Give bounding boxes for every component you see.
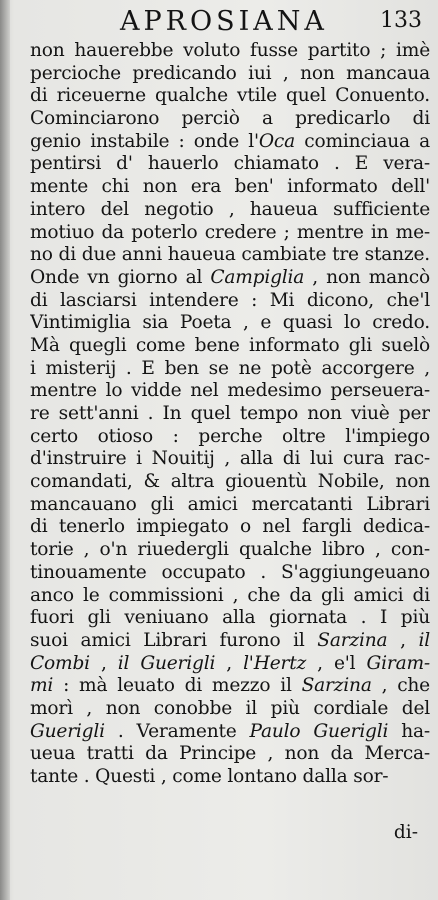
text-line — [30, 153, 430, 176]
text-segment: Vintimiglia sia Poeta , e quasi lo credo. — [30, 312, 430, 334]
text-line — [30, 721, 430, 744]
text-line — [30, 40, 430, 63]
page-gutter-shadow — [0, 0, 10, 900]
italic-segment: Sarzina — [301, 675, 372, 697]
running-head — [0, 6, 438, 40]
text-segment: tinouamente occupato . S'aggiungeuano — [30, 561, 430, 583]
running-title: APROSIANA — [120, 6, 328, 37]
text-segment: Onde vn giorno al — [30, 266, 211, 288]
text-line — [30, 630, 430, 653]
text-line — [30, 698, 430, 721]
text-segment: motiuo da poterlo credere ; mentre in me- — [30, 221, 430, 243]
text-line — [30, 108, 430, 131]
text-segment: d'instruire i Nouitij , alla di lui cura rac- — [30, 448, 430, 470]
text-segment: mente chi non era ben' informato dell' — [30, 176, 430, 198]
text-segment: Cominciarono perciò a predicarlo di — [30, 108, 430, 130]
text-line — [30, 358, 430, 381]
italic-segment: Guerigli — [30, 720, 105, 742]
text-segment: no di due anni haueua cambiate tre stanze. — [30, 244, 430, 266]
text-line — [30, 743, 430, 766]
text-segment: , non mancò — [304, 266, 430, 288]
text-segment: . Veramente — [104, 720, 250, 742]
text-segment: non hauerebbe voluto fusse partito ; imè — [30, 40, 430, 61]
text-segment: genio instabile : onde l' — [30, 130, 259, 152]
italic-segment: il Guerigli — [117, 652, 216, 674]
text-line — [30, 176, 430, 199]
text-line — [30, 675, 430, 698]
text-segment: di riceuerne qualche vtile quel Conuento. — [30, 85, 430, 107]
text-segment: morì , non conobbe il più cordiale del — [30, 697, 430, 719]
italic-segment: Sarzina — [317, 629, 388, 651]
italic-segment: Combi — [30, 652, 90, 674]
italic-segment: l'Hertz — [243, 652, 307, 674]
page-number: 133 — [380, 8, 422, 33]
text-line — [30, 63, 430, 86]
text-line — [30, 244, 430, 267]
text-line — [30, 403, 430, 426]
text-segment: re sett'anni . In quel tempo non viuè per — [30, 403, 430, 424]
italic-segment: Campiglia — [210, 266, 305, 288]
text-segment: intero del negotio , haueua sufficiente — [30, 198, 430, 220]
text-segment: Mà quegli come bene informato gli suelò — [30, 334, 430, 356]
text-line — [30, 222, 430, 245]
text-line — [30, 585, 430, 608]
italic-segment: mi — [30, 675, 54, 697]
text-line — [30, 539, 430, 562]
text-line — [30, 653, 430, 676]
text-segment: pentirsi d' hauerlo chiamato . E vera- — [30, 153, 430, 175]
text-segment: mancauano gli amici mercatanti Librari — [30, 493, 430, 515]
text-line — [30, 312, 430, 335]
text-line — [30, 471, 430, 494]
text-segment: ha- — [388, 720, 430, 742]
text-line — [30, 494, 430, 517]
text-segment: , e'l — [306, 652, 367, 674]
text-segment: percioche predicando iui , non mancaua — [30, 62, 430, 84]
text-line — [30, 607, 430, 630]
text-segment: tante . Questi , come lontano dalla sor- — [30, 766, 389, 787]
text-line — [30, 85, 430, 108]
text-segment: fuori gli veniuano alla giornata . I più — [30, 607, 430, 629]
text-line — [30, 290, 430, 313]
text-segment: , — [215, 652, 244, 674]
text-line — [30, 131, 430, 154]
text-segment: , — [89, 652, 118, 674]
text-segment: : mà leuato di mezzo il — [53, 675, 302, 697]
text-segment: cominciaua a — [295, 130, 430, 152]
body-text — [30, 40, 430, 789]
text-segment: mentre lo vidde nel medesimo perseuera- — [30, 380, 430, 402]
text-line — [30, 380, 430, 403]
text-line — [30, 766, 430, 789]
text-segment: i misterij . E ben se ne potè accorgere , — [30, 357, 430, 379]
text-line — [30, 426, 430, 449]
text-line — [30, 267, 430, 290]
text-line — [30, 448, 430, 471]
italic-segment: il — [418, 629, 430, 651]
italic-segment: Giram- — [366, 652, 430, 674]
text-segment: suoi amici Librari furono il — [30, 629, 318, 651]
text-segment: , che — [371, 675, 430, 697]
italic-segment: Paulo Guerigli — [249, 720, 389, 742]
catchword: di- — [393, 822, 418, 843]
text-line — [30, 516, 430, 539]
text-line — [30, 199, 430, 222]
text-segment: di tenerlo impiegato o nel fargli dedica- — [30, 516, 430, 538]
text-segment: comandati, & altra giouentù Nobile, non — [30, 471, 430, 493]
text-segment: ueua tratti da Principe , non da Merca- — [30, 743, 430, 765]
text-segment: di lasciarsi intendere : Mi dicono, che'l — [30, 289, 430, 311]
text-segment: torie , o'n riuedergli qualche libro , con- — [30, 539, 430, 561]
text-line — [30, 562, 430, 585]
text-segment: , — [387, 629, 419, 651]
text-line — [30, 335, 430, 358]
italic-segment: Oca — [258, 130, 296, 152]
text-segment: anco le commissioni , che da gli amici di — [30, 584, 430, 606]
text-segment: certo otioso : perche oltre l'impiego — [30, 425, 430, 447]
